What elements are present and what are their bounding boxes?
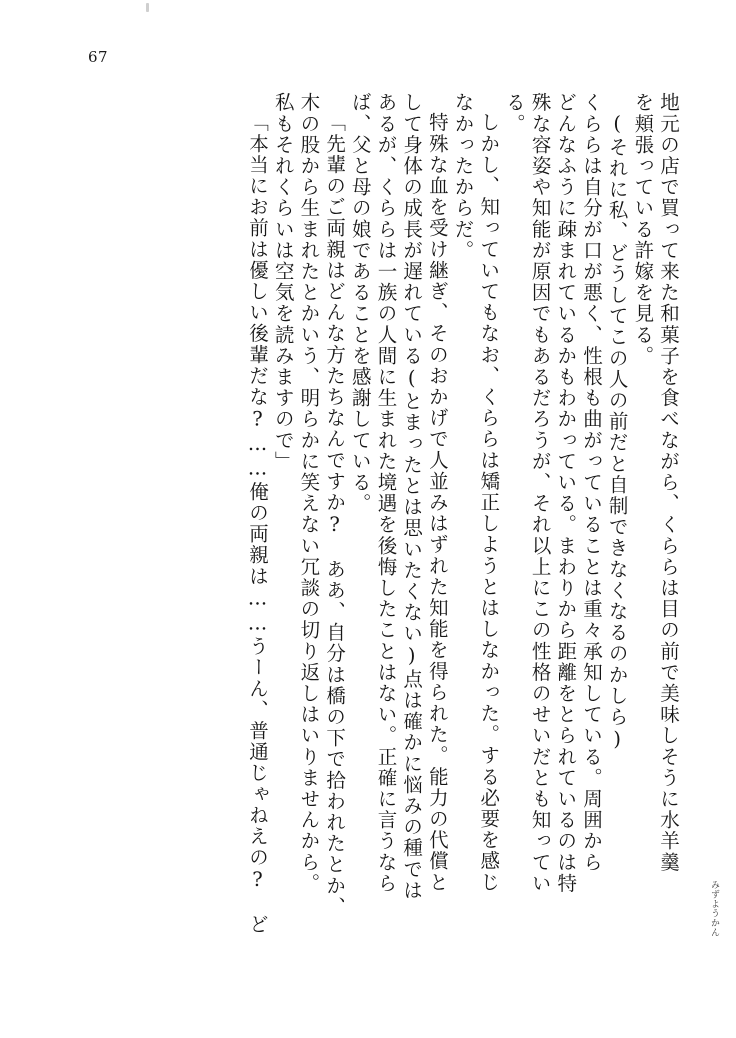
text-column: (それに私、どうしてこの人の前だと自制できなくなるのかしら) xyxy=(605,112,629,752)
text-column: 木の股から生まれたとかいう、明らかに笑えない冗談の切り返しはいりませんから。 xyxy=(297,92,321,894)
text-column: る。 xyxy=(502,92,526,135)
text-column: なかったからだ。 xyxy=(451,92,475,261)
text-column: 私もそれくらいは空気を読みますので」 xyxy=(271,92,295,472)
page-speck xyxy=(146,3,149,12)
text-column: あるが、くららは一族の人間に生まれた境遇を後悔したことはない。正確に言うなら xyxy=(374,92,398,894)
ruby-annotation: みずようかん xyxy=(709,880,719,937)
text-column: 「本当にお前は優しい後輩だな?……俺の両親は……うーん、普通じゃねえの? ど xyxy=(246,112,269,935)
text-column: 「先輩のご両親はどんな方たちなんですか? ああ、自分は橋の下で拾われたとか、 xyxy=(323,112,347,918)
text-column: して身体の成長が遅れている(とまったとは思いたくない)点は確かに悩みの種では xyxy=(400,92,424,901)
text-column: 特殊な血を受け継ぎ、そのおかげで人並みはずれた知能を得られた。能力の代償と xyxy=(425,112,449,893)
vertical-text-block xyxy=(241,92,678,972)
text-column: どんなふうに疎まれているかもわかっている。まわりから距離をとられているのは特 xyxy=(554,92,578,894)
text-column: しかし、知っていてもなお、くららは矯正しようとはしなかった。する必要を感じ xyxy=(477,112,501,893)
text-column: 地元の店で買って来た和菓子を食べながら、くららは目の前で美味しそうに水羊羹 xyxy=(657,92,680,873)
text-column: 殊な容姿や知能が原因でもあるだろうが、それ以上にこの性格のせいだとも知ってい xyxy=(528,92,552,894)
page-number: 67 xyxy=(88,48,109,66)
text-column: を頬張っている許嫁を見る。 xyxy=(631,92,655,367)
text-column: くららは自分が口が悪く、性根も曲がっていることは重々承知している。周囲から xyxy=(579,92,603,873)
text-column: ば、父と母の娘であることを感謝している。 xyxy=(348,92,372,514)
